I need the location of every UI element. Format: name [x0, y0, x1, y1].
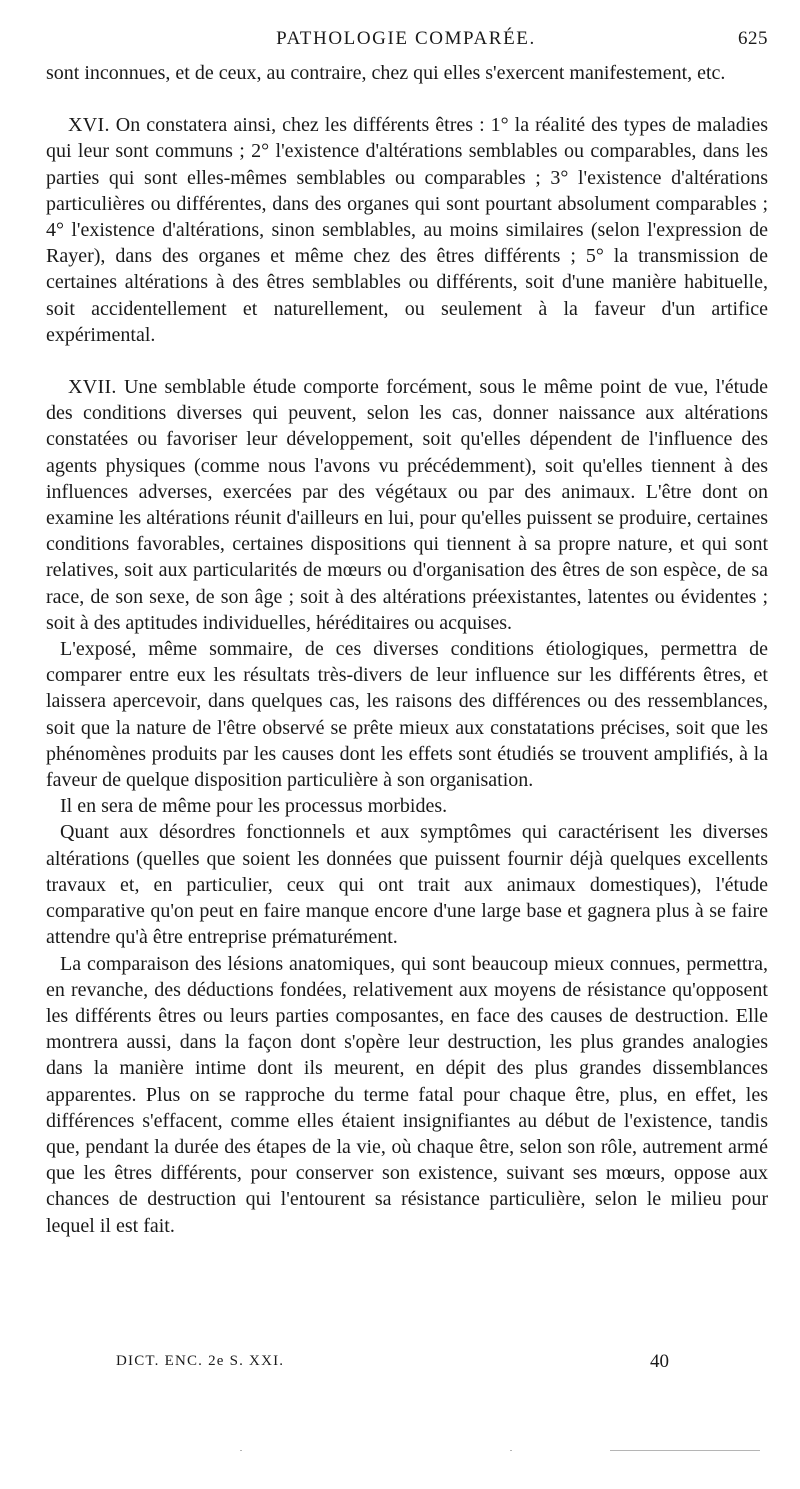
- body-text: [46, 60, 768, 1239]
- running-title: PATHOLOGIE COMPARÉE.: [276, 28, 536, 49]
- paragraph-section-xvi: [46, 112, 768, 348]
- paragraph-lesions: La comparaison des lésions anatomiques, qui sont beaucoup mieux connues, permettra, en revanche, des déductions fondées, relativement aux moyens de résistance qu'opposent les différents êtres ou leurs parties composantes, en face des causes de destruction. Elle montrera aussi, dans la façon dont s'opère leur destruction, les plus grandes analogies dans la manière intime dont ils meurent, en dépit des plus grandes dissemblances apparentes. Plus on se rapproche du terme fatal pour chaque être, plus, en effet, les différences s'effacent, comme elles étaient insignifiantes au début de l'existence, tandis que, pendant la durée des étapes de la vie, où chaque être, selon son rôle, autrement armé que les êtres différents, pour conserver son existence, suivant ses mœurs, oppose aux chances de destruction qui l'entourent sa résistance particulière, selon le milieu pour lequel il est fait.: [46, 952, 768, 1237]
- page-number: 625: [738, 28, 768, 49]
- scan-speck: [510, 1450, 512, 1451]
- paragraph-section-xvi-text: On constatera ainsi, chez les différents êtres : 1° la réalité des types de maladies qui leur sont communs ; 2° l'existence d'altérations semblables ou comparables, dans les parties qui sont elles-mêmes semblables ou comparables ; 3° l'existence d'altérations particulières ou différentes, dans des organes qui sont pourtant absolument comparables ; 4° l'existence d'altérations, sinon semblables, au moins similaires (selon l'expression de Rayer), dans des organes et même chez des êtres différents ; 5° la transmission de certaines altérations à des êtres semblables ou différents, soit d'une manière habituelle, soit accidentellement et naturellement, ou seulement à la faveur d'un artifice expérimental.: [46, 114, 768, 346]
- paragraph-continuation: sont inconnues, et de ceux, au contraire, chez qui elles s'exercent manifestement, etc.: [46, 62, 726, 84]
- scan-specks: [240, 1450, 760, 1454]
- footer-sheet-number: 40: [650, 1351, 669, 1372]
- paragraph-section-xvii: [46, 374, 768, 636]
- running-head: [40, 28, 772, 54]
- scan-speck: [610, 1450, 760, 1451]
- page-footer: [40, 1351, 772, 1375]
- section-number-xvi: XVI.: [68, 114, 110, 137]
- paragraph-morbid-processes: Il en sera de même pour les processus morbides.: [60, 795, 448, 818]
- scan-speck: [240, 1450, 242, 1451]
- paragraph-etiology: L'exposé, même sommaire, de ces diverses conditions étiologiques, permettra de comparer entre eux les résultats très-divers de leur influence sur les différents êtres, et laissera apercevoir, dans quelques cas, les raisons des différences ou des ressemblances, soit que la nature de l'être observé se prête mieux aux constatations précises, soit que les phénomènes produits par les causes dont les effets sont étudiés se trouvent amplifiés, à la faveur de quelque disposition particulière à son organisation.: [46, 638, 768, 792]
- section-number-xvii: XVII.: [68, 376, 117, 399]
- paragraph-symptoms: Quant aux désordres fonctionnels et aux symptômes qui caractérisent les diverses altérations (quelles que soient les données que puissent fournir déjà quelques excellents travaux et, en particulier, ceux qui ont trait aux animaux domestiques), l'étude comparative qu'on peut en faire manque encore d'une large base et gagnera plus à se faire attendre qu'à être entreprise prématurément.: [46, 821, 768, 949]
- paragraph-section-xvii-text: Une semblable étude comporte forcément, sous le même point de vue, l'étude des conditions diverses qui peuvent, selon les cas, donner naissance aux altérations constatées ou favoriser leur développement, soit qu'elles dépendent de l'influence des agents physiques (comme nous l'avons vu précédemment), soit qu'elles tiennent à des influences adverses, exercées par des végétaux ou par des animaux. L'être dont on examine les altérations réunit d'ailleurs en lui, pour qu'elles puissent se produire, certaines conditions favorables, certaines dispositions qui tiennent à sa propre nature, et qui sont relatives, soit aux particularités de mœurs ou d'organisation des êtres de son espèce, de sa race, de son sexe, de son âge ; soit à des altérations préexistantes, latentes ou évidentes ; soit à des aptitudes individuelles, héréditaires ou acquises.: [46, 376, 768, 634]
- footer-signature: DICT. ENC. 2e S. XXI.: [116, 1353, 285, 1369]
